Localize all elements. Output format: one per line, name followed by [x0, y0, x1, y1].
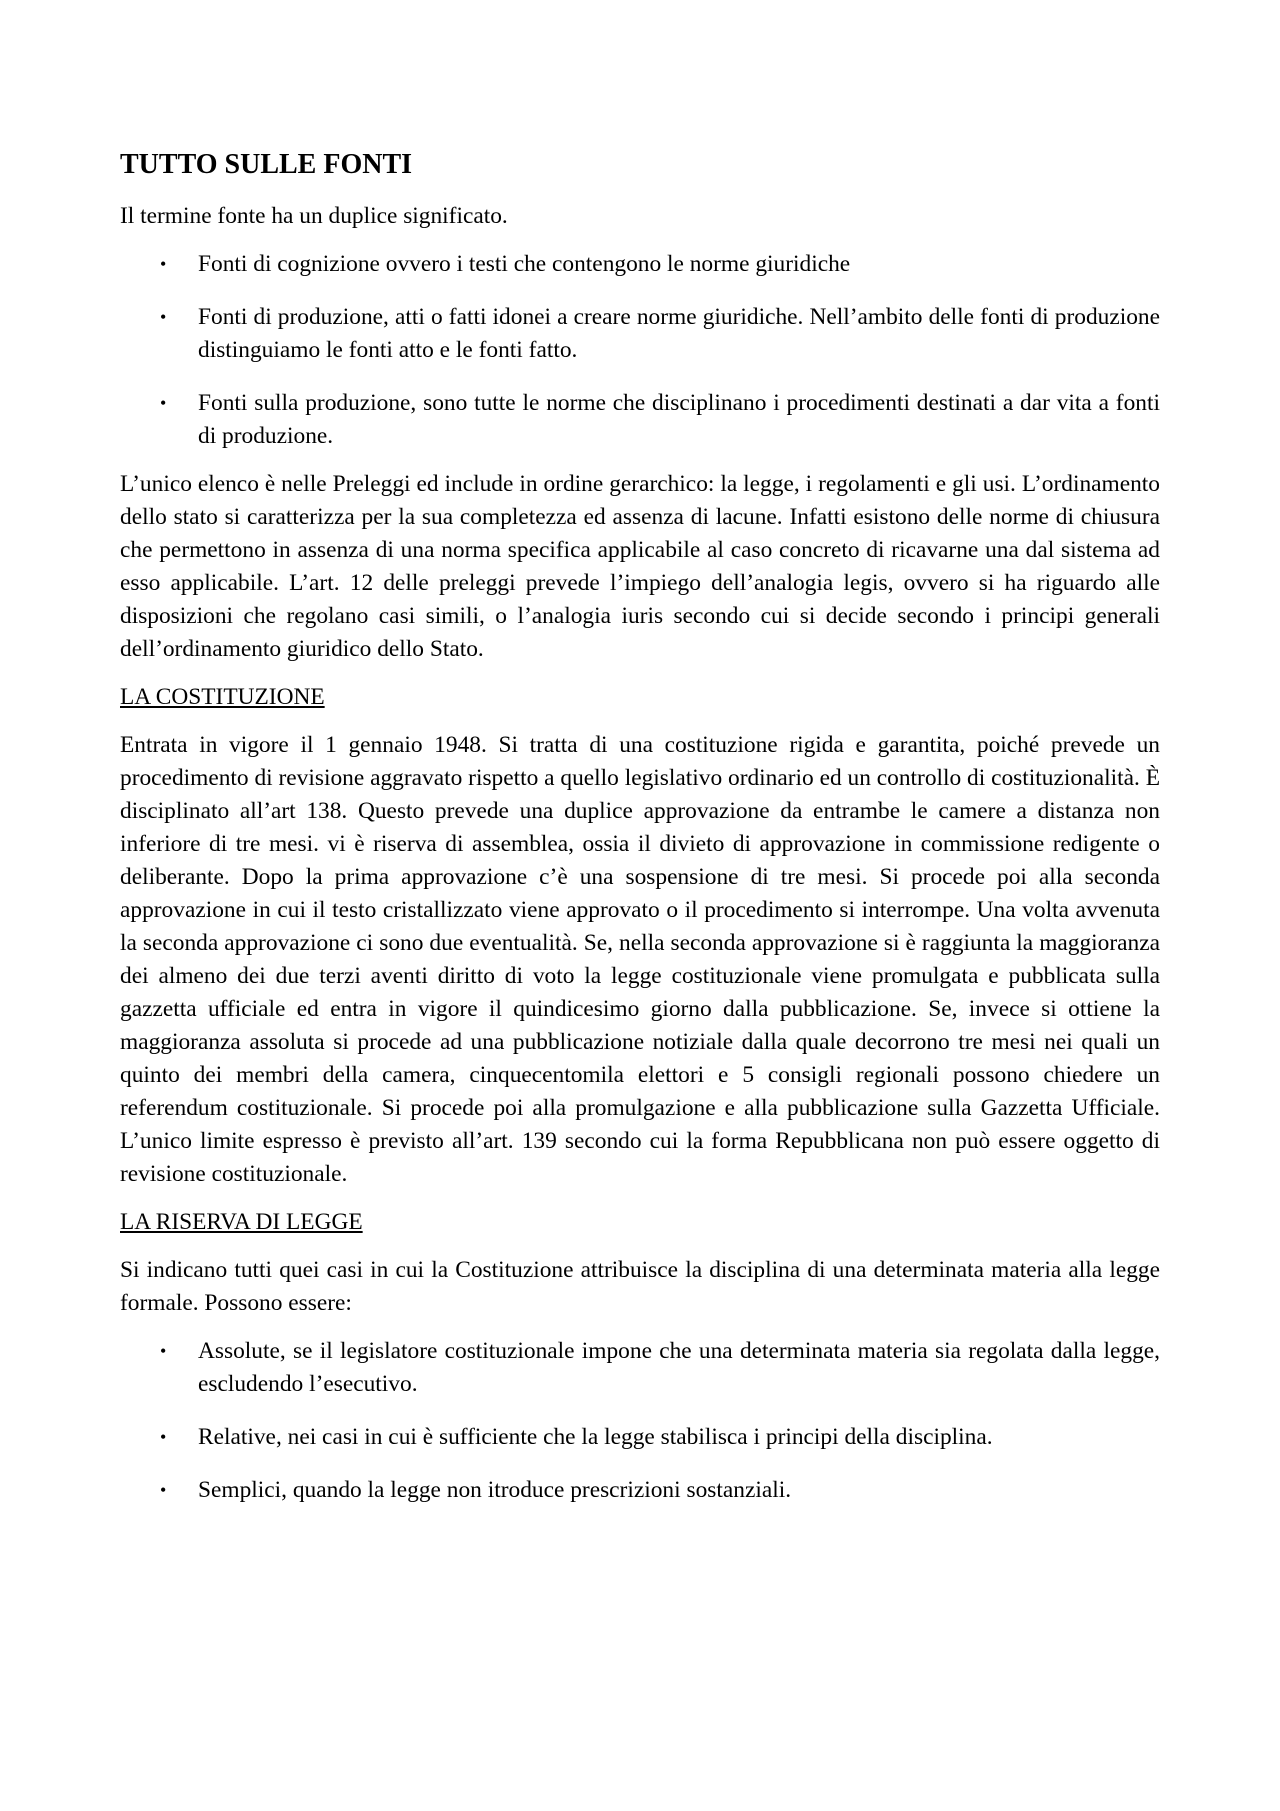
list-item-text: Fonti di cognizione ovvero i testi che contengono le norme giuridiche — [198, 251, 851, 277]
riserva-list — [120, 1335, 1160, 1507]
document-page — [120, 148, 1160, 1522]
intro-paragraph: Il termine fonte ha un duplice significato. — [120, 203, 508, 229]
section-heading-costituzione: LA COSTITUZIONE — [120, 684, 325, 710]
bullet-icon: • — [160, 1480, 167, 1500]
bullet-icon: • — [160, 1427, 167, 1447]
list-item — [120, 387, 1160, 453]
list-item-text: Fonti sulla produzione, sono tutte le norme che disciplinano i procedimenti destinati a dar vita a fonti di produzione. — [198, 390, 1160, 449]
list-item-text: Relative, nei casi in cui è sufficiente che la legge stabilisca i principi della disciplina. — [198, 1424, 993, 1450]
list-item — [120, 1474, 1160, 1507]
list-item — [120, 1421, 1160, 1454]
costituzione-paragraph: Entrata in vigore il 1 gennaio 1948. Si tratta di una costituzione rigida e garantita, poiché prevede un procedimento di revisione aggravato rispetto a quello legislativo ordinario ed un controllo di costituzionalità. È disciplinato all’art 138. Questo prevede una duplice approvazione da entrambe le camere a distanza non inferiore di tre mesi. vi è riserva di assemblea, ossia il divieto di approvazione in commissione redigente o deliberante. Dopo la prima approvazione c’è una sospensione di tre mesi. Si procede poi alla seconda approvazione in cui il testo cristallizzato viene approvato o il procedimento si interrompe. Una volta avvenuta la seconda approvazione ci sono due eventualità. Se, nella seconda approvazione si è raggiunta la maggioranza dei almeno dei due terzi aventi diritto di voto la legge costituzionale viene promulgata e pubblicata sulla gazzetta ufficiale ed entra in vigore il quindicesimo giorno dalla pubblicazione. Se, invece si ottiene la maggioranza assoluta si procede ad una pubblicazione notiziale dalla quale decorrono tre mesi nei quali un quinto dei membri della camera, cinquecentomila elettori e 5 consigli regionali possono chiedere un referendum costituzionale. Si procede poi alla promulgazione e alla pubblicazione sulla Gazzetta Ufficiale. L’unico limite espresso è previsto all’art. 139 secondo cui la forma Repubblicana non può essere oggetto di revisione costituzionale. — [120, 732, 1160, 1187]
bullet-icon: • — [160, 1341, 167, 1361]
list-item-text: Semplici, quando la legge non itroduce prescrizioni sostanziali. — [198, 1477, 792, 1503]
bullet-icon: • — [160, 393, 167, 413]
section-heading-riserva: LA RISERVA DI LEGGE — [120, 1209, 363, 1235]
fonti-list — [120, 248, 1160, 453]
bullet-icon: • — [160, 254, 167, 274]
list-item-text: Assolute, se il legislatore costituzionale impone che una determinata materia sia regolata dalla legge, escludendo l’esecutivo. — [198, 1338, 1160, 1397]
list-item-text: Fonti di produzione, atti o fatti idonei a creare norme giuridiche. Nell’ambito delle fonti di produzione distinguiamo le fonti atto e le fonti fatto. — [198, 304, 1160, 363]
list-item — [120, 1335, 1160, 1401]
preleggi-paragraph: L’unico elenco è nelle Preleggi ed include in ordine gerarchico: la legge, i regolamenti e gli usi. L’ordinamento dello stato si caratterizza per la sua completezza ed assenza di lacune. Infatti esistono delle norme di chiusura che permettono in assenza di una norma specifica applicabile al caso concreto di ricavarne una dal sistema ad esso applicabile. L’art. 12 delle preleggi prevede l’impiego dell’analogia legis, ovvero si ha riguardo alle disposizioni che regolano casi simili, o l’analogia iuris secondo cui si decide secondo i principi generali dell’ordinamento giuridico dello Stato. — [120, 471, 1160, 662]
document-title: TUTTO SULLE FONTI — [120, 149, 413, 180]
list-item — [120, 248, 1160, 281]
list-item — [120, 301, 1160, 367]
bullet-icon: • — [160, 307, 167, 327]
riserva-paragraph: Si indicano tutti quei casi in cui la Costituzione attribuisce la disciplina di una determinata materia alla legge formale. Possono essere: — [120, 1257, 1160, 1316]
